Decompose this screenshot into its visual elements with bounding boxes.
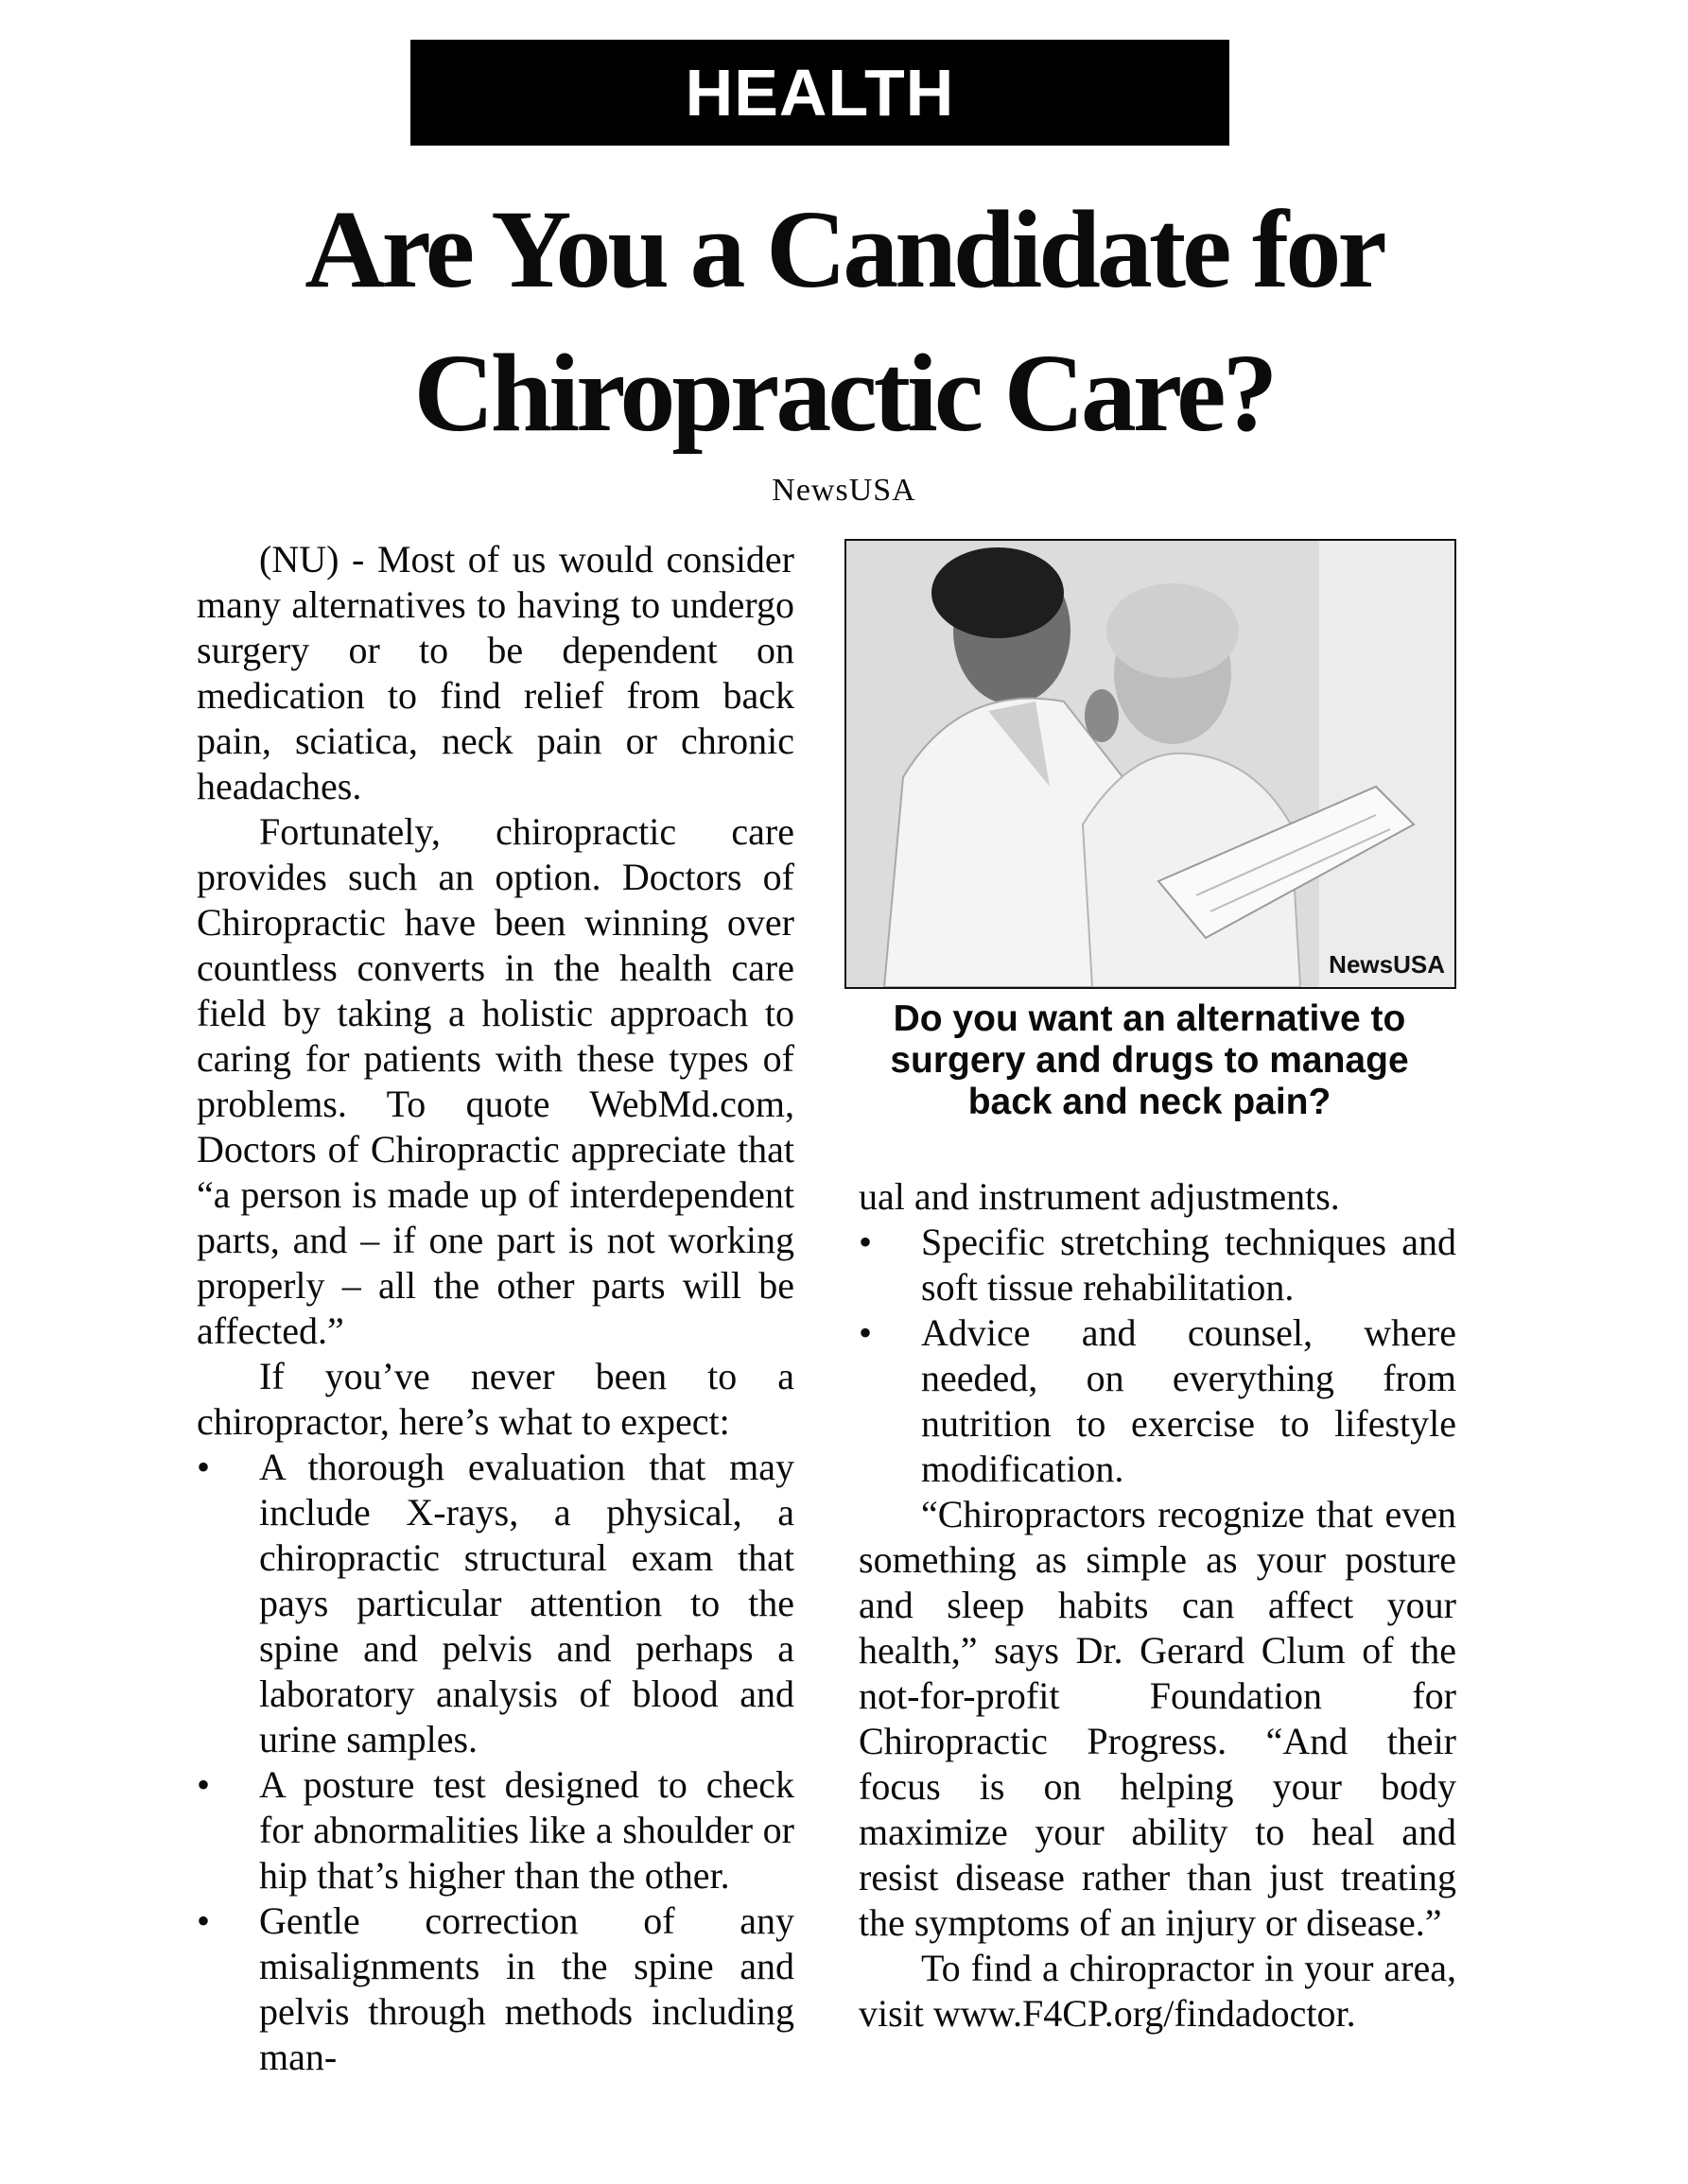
- photo-credit: NewsUSA: [1329, 950, 1445, 979]
- section-label: HEALTH: [685, 56, 955, 130]
- bullet-icon: •: [859, 1221, 873, 1263]
- bullet-icon: •: [197, 1446, 211, 1488]
- photo-illustration: [846, 541, 1454, 987]
- article-photo: [844, 539, 1456, 989]
- bullet-text: Gentle correction of any misalignments in the spine and pelvis through methods including man-: [259, 1899, 794, 2078]
- bullet-icon: •: [197, 1899, 211, 1942]
- paragraph-what-to-expect: If you’ve never been to a chiropractor, here’s what to expect:: [197, 1355, 794, 1443]
- bullet-icon: •: [859, 1311, 873, 1354]
- bullet-continuation: ual and instrument adjustments.: [859, 1175, 1340, 1218]
- article-column-right: [859, 1174, 1456, 2037]
- paragraph-find-chiropractor: To find a chiropractor in your area, visit www.F4CP.org/findadoctor.: [859, 1947, 1456, 2035]
- byline: NewsUSA: [772, 473, 916, 508]
- article-headline: Are You a Candidate for Chiropractic Care?: [305, 187, 1383, 455]
- bullet-item-correction: [197, 1898, 794, 2080]
- bullet-item-stretching: [859, 1220, 1456, 1310]
- bullet-text: Specific stretching techniques and soft tissue rehabilitation.: [921, 1221, 1456, 1309]
- bullet-icon: •: [197, 1763, 211, 1806]
- paragraph-quote: “Chiropractors recognize that even something as simple as your posture and sleep habits can affect your health,” says Dr. Gerard Clum of the not-for-profit Foundation for Chiropractic Progress. “And their focus is on helping your body maximize your ability to heal and resist disease rather than just treating the symptoms of an injury or disease.”: [859, 1493, 1456, 1944]
- article-column-left: [197, 537, 794, 2080]
- paragraph-intro: (NU) - Most of us would consider many alternatives to having to undergo surgery or to be dependent on medication to find relief from back pain, sciatica, neck pain or chronic headaches.: [197, 538, 794, 807]
- paragraph-chiropractic-option: Fortunately, chiropractic care provides such an option. Doctors of Chiropractic have been winning over countless converts in the health care field by taking a holistic approach to caring for patients with these types of problems. To quote WebMd.com, Doctors of Chiropractic appreciate that “a person is made up of interdependent parts, and – if one part is not working properly – all the other parts will be affected.”: [197, 810, 794, 1352]
- photo-caption: Do you want an alternative to surgery and drugs to manage back and neck pain?: [890, 998, 1409, 1122]
- bullet-item-evaluation: [197, 1445, 794, 1762]
- bullet-text: A posture test designed to check for abnormalities like a shoulder or hip that’s higher than the other.: [259, 1763, 794, 1897]
- bullet-item-advice: [859, 1310, 1456, 1492]
- section-banner: [410, 40, 1229, 146]
- bullet-item-posture-test: [197, 1762, 794, 1898]
- bullet-text: Advice and counsel, where needed, on everything from nutrition to exercise to lifestyle modification.: [921, 1311, 1456, 1490]
- bullet-text: A thorough evaluation that may include X-rays, a physical, a chiropractic structural exam that pays particular attention to the spine and pelvis and perhaps a laboratory analysis of blood and urine samples.: [259, 1446, 794, 1760]
